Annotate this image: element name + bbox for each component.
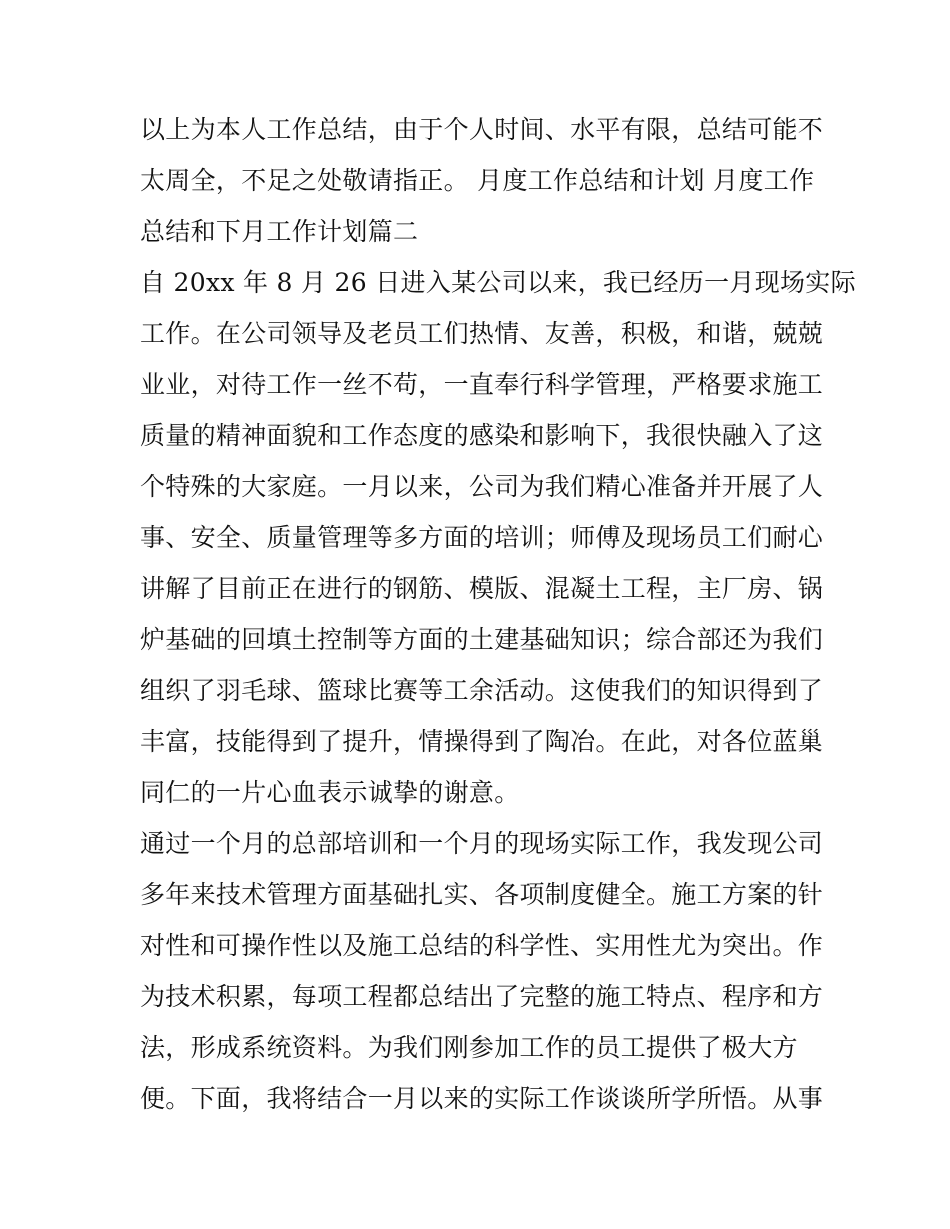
text-line: 同仁的一片心血表示诚挚的谢意。 [140, 778, 520, 807]
text-line: 法，形成系统资料。为我们刚参加工作的员工提供了极大方 [140, 1033, 798, 1062]
text-line: 事、安全、质量管理等多方面的培训；师傅及现场员工们耐心 [140, 523, 824, 552]
text-line: 太周全，不足之处敬请指正。 月度工作总结和计划 月度工作 [140, 166, 815, 195]
text-line: 为技术积累，每项工程都总结出了完整的施工特点、程序和方 [140, 982, 824, 1011]
text-line: 组织了羽毛球、篮球比赛等工余活动。这使我们的知识得到了 [140, 676, 824, 705]
text-line: 质量的精神面貌和工作态度的感染和影响下，我很快融入了这 [140, 421, 824, 450]
text-line: 总结和下月工作计划篇二 [140, 217, 419, 246]
text-line: 便。下面，我将结合一月以来的实际工作谈谈所学所悟。从事 [140, 1084, 824, 1113]
text-line: 工作。在公司领导及老员工们热情、友善，积极，和谐，兢兢 [140, 319, 824, 348]
text-line: 讲解了目前正在进行的钢筋、模版、混凝土工程，主厂房、锅 [140, 574, 824, 603]
body-text [140, 104, 856, 1124]
text-line: 对性和可操作性以及施工总结的科学性、实用性尤为突出。作 [140, 931, 824, 960]
text-line: 个特殊的大家庭。一月以来，公司为我们精心准备并开展了人 [140, 472, 824, 501]
text-line: 多年来技术管理方面基础扎实、各项制度健全。施工方案的针 [140, 880, 824, 909]
text-line: 炉基础的回填土控制等方面的土建基础知识；综合部还为我们 [140, 625, 824, 654]
text-line: 自 20xx 年 8 月 26 日进入某公司以来，我已经历一月现场实际 [140, 268, 856, 297]
text-line: 以上为本人工作总结，由于个人时间、水平有限，总结可能不 [140, 115, 824, 144]
text-line: 通过一个月的总部培训和一个月的现场实际工作，我发现公司 [140, 829, 824, 858]
text-line: 业业，对待工作一丝不苟，一直奉行科学管理，严格要求施工 [140, 370, 824, 399]
text-line: 丰富，技能得到了提升，情操得到了陶冶。在此，对各位蓝巢 [140, 727, 824, 756]
